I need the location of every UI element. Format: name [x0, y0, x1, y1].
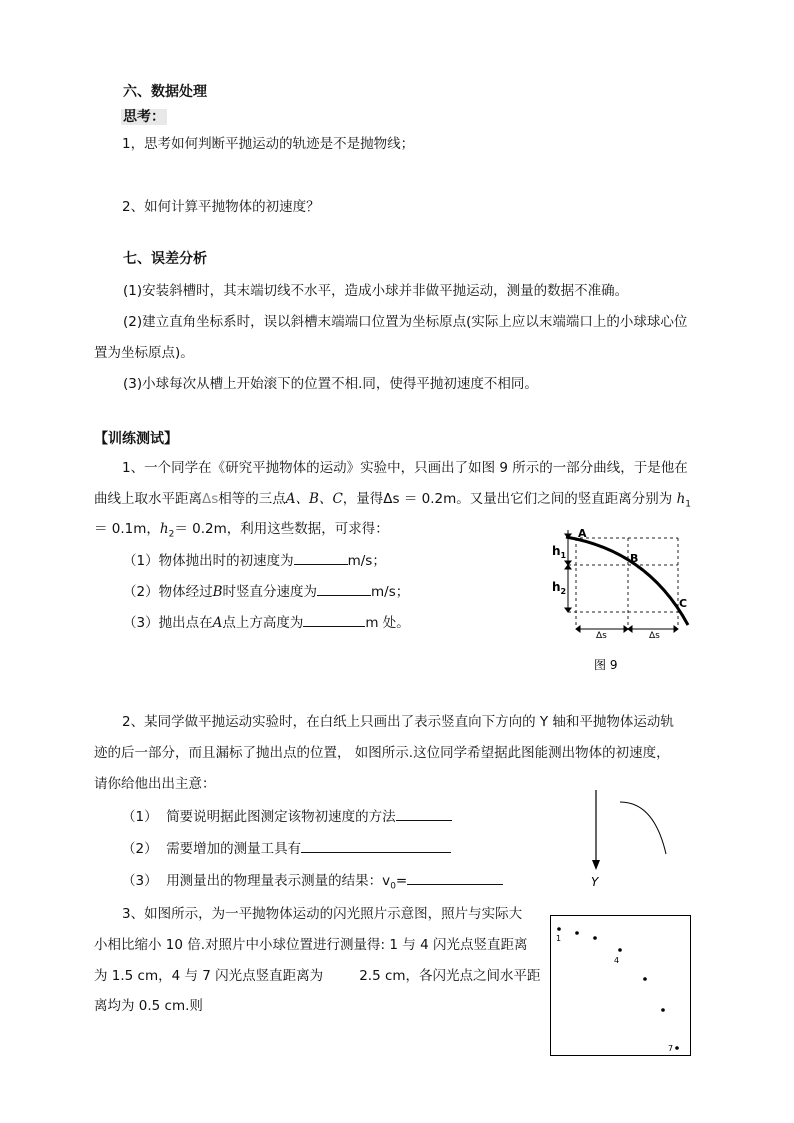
figure-9-caption: 图 9: [594, 658, 618, 672]
q2-sub-1: （1） 简要说明据此图测定该物初速度的方法: [122, 806, 452, 827]
think-question-1: 1，思考如何判断平抛运动的轨迹是不是抛物线；: [122, 136, 415, 152]
flash-label-4: 4: [614, 956, 620, 965]
section-6-title: 六、数据处理: [123, 84, 207, 100]
q2-line-2: 迹的后一部分，而且漏标了抛出点的位置， 如图所示.这位同学希望据此图能测出物体的初速度，: [94, 745, 670, 761]
trajectory-curve: [566, 537, 688, 625]
q2-answer-blank-2[interactable]: [301, 838, 451, 853]
flash-point: [675, 1046, 679, 1050]
flash-point: [618, 948, 622, 952]
figure-9-dimension-arrows: [565, 530, 678, 632]
figure-9-gridlines: [568, 538, 678, 627]
point-a-label: A: [578, 527, 587, 540]
q2-line-1: 2、某同学做平抛运动实验时，在白纸上只画出了表示竖直向下方向的 Y 轴和平抛物体运动轨: [122, 714, 674, 730]
q3-line-3: 为 1.5 cm，4 与 7 闪光点竖直距离为 2.5 cm，各闪光点之间水平距: [94, 968, 541, 984]
q2-sub-2: （2） 需要增加的测量工具有: [122, 838, 451, 859]
h1-label: $h_1$: [552, 544, 567, 560]
q1-answer-blank-1[interactable]: [294, 550, 348, 565]
q3-line-4: 离均为 0.5 cm.则: [94, 998, 203, 1014]
q3-line-2: 小相比缩小 10 倍.对照片中小球位置进行测量得: 1 与 4 闪光点竖直距离: [94, 937, 528, 953]
delta-s-label-1: Δs: [596, 631, 607, 641]
error-item-2: (2)建立直角坐标系时，误以斜槽末端端口位置为坐标原点(实际上应以末端端口上的小球球心位: [123, 314, 688, 330]
h2-label: $h_2$: [552, 580, 567, 596]
y-axis-arrow-icon: [592, 860, 600, 870]
point-c-label: C: [679, 597, 688, 610]
error-item-2-cont: 置为坐标原点)。: [94, 345, 194, 361]
q2-answer-blank-3[interactable]: [407, 870, 503, 885]
q2-figure: [582, 790, 672, 890]
think-label: 思考：: [123, 109, 165, 125]
flash-label-7: 7: [668, 1044, 674, 1053]
error-item-1: (1)安装斜槽时，其末端切线不水平，造成小球并非做平抛运动，测量的数据不准确。: [123, 283, 629, 299]
flash-label-1: 1: [556, 934, 562, 943]
delta-s-label-2: Δs: [649, 631, 660, 641]
section-7-title: 七、误差分析: [123, 251, 207, 267]
flash-point: [661, 1008, 665, 1012]
think-question-2: 2、如何计算平抛物体的初速度？: [122, 199, 320, 215]
point-b-label: B: [630, 552, 639, 565]
q3-line-1: 3、如图所示，为一平抛物体运动的闪光照片示意图，照片与实际大: [122, 906, 523, 922]
flash-point: [557, 927, 561, 931]
q1-answer-blank-3[interactable]: [303, 612, 365, 627]
flash-photo-frame: [551, 916, 691, 1056]
q1-sub-3: （3）抛出点在A点上方高度为 m 处。: [123, 612, 410, 633]
q1-line-2: 曲线上取水平距离Δs相等的三点A、B、C，量得Δs ＝ 0.2m。又量出它们之间的竖直距离分别为 $h_1$: [94, 491, 691, 510]
q2-answer-blank-1[interactable]: [396, 806, 452, 821]
y-axis-label: Y: [591, 875, 599, 889]
q1-line-1: 1、一个同学在《研究平抛物体的运动》实验中，只画出了如图 9 所示的一部分曲线，于是他在: [122, 460, 688, 476]
flash-point: [575, 931, 579, 935]
training-title: 【训练测试】: [94, 431, 178, 447]
q2-line-3: 请你给他出出主意：: [94, 776, 216, 792]
error-item-3: (3)小球每次从槽上开始滚下的位置不相.同，使得平抛初速度不相同。: [123, 376, 538, 392]
figure-9: [548, 527, 698, 677]
flash-point: [643, 977, 647, 981]
flash-point: [593, 936, 597, 940]
trajectory-partial-curve: [620, 802, 666, 854]
flash-photo-figure: [550, 915, 692, 1057]
q2-sub-3: （3） 用测量出的物理量表示测量的结果：$v_0=$: [122, 870, 503, 897]
q1-answer-blank-2[interactable]: [317, 581, 371, 596]
q1-sub-2: （2）物体经过B时竖直分速度为 m/s；: [123, 581, 409, 602]
q1-sub-1: （1）物体抛出时的初速度为 m/s；: [123, 550, 386, 571]
q1-line-3: ＝ 0.1m，$h_2= 0.2m$，利用这些数据，可求得：: [94, 521, 389, 540]
